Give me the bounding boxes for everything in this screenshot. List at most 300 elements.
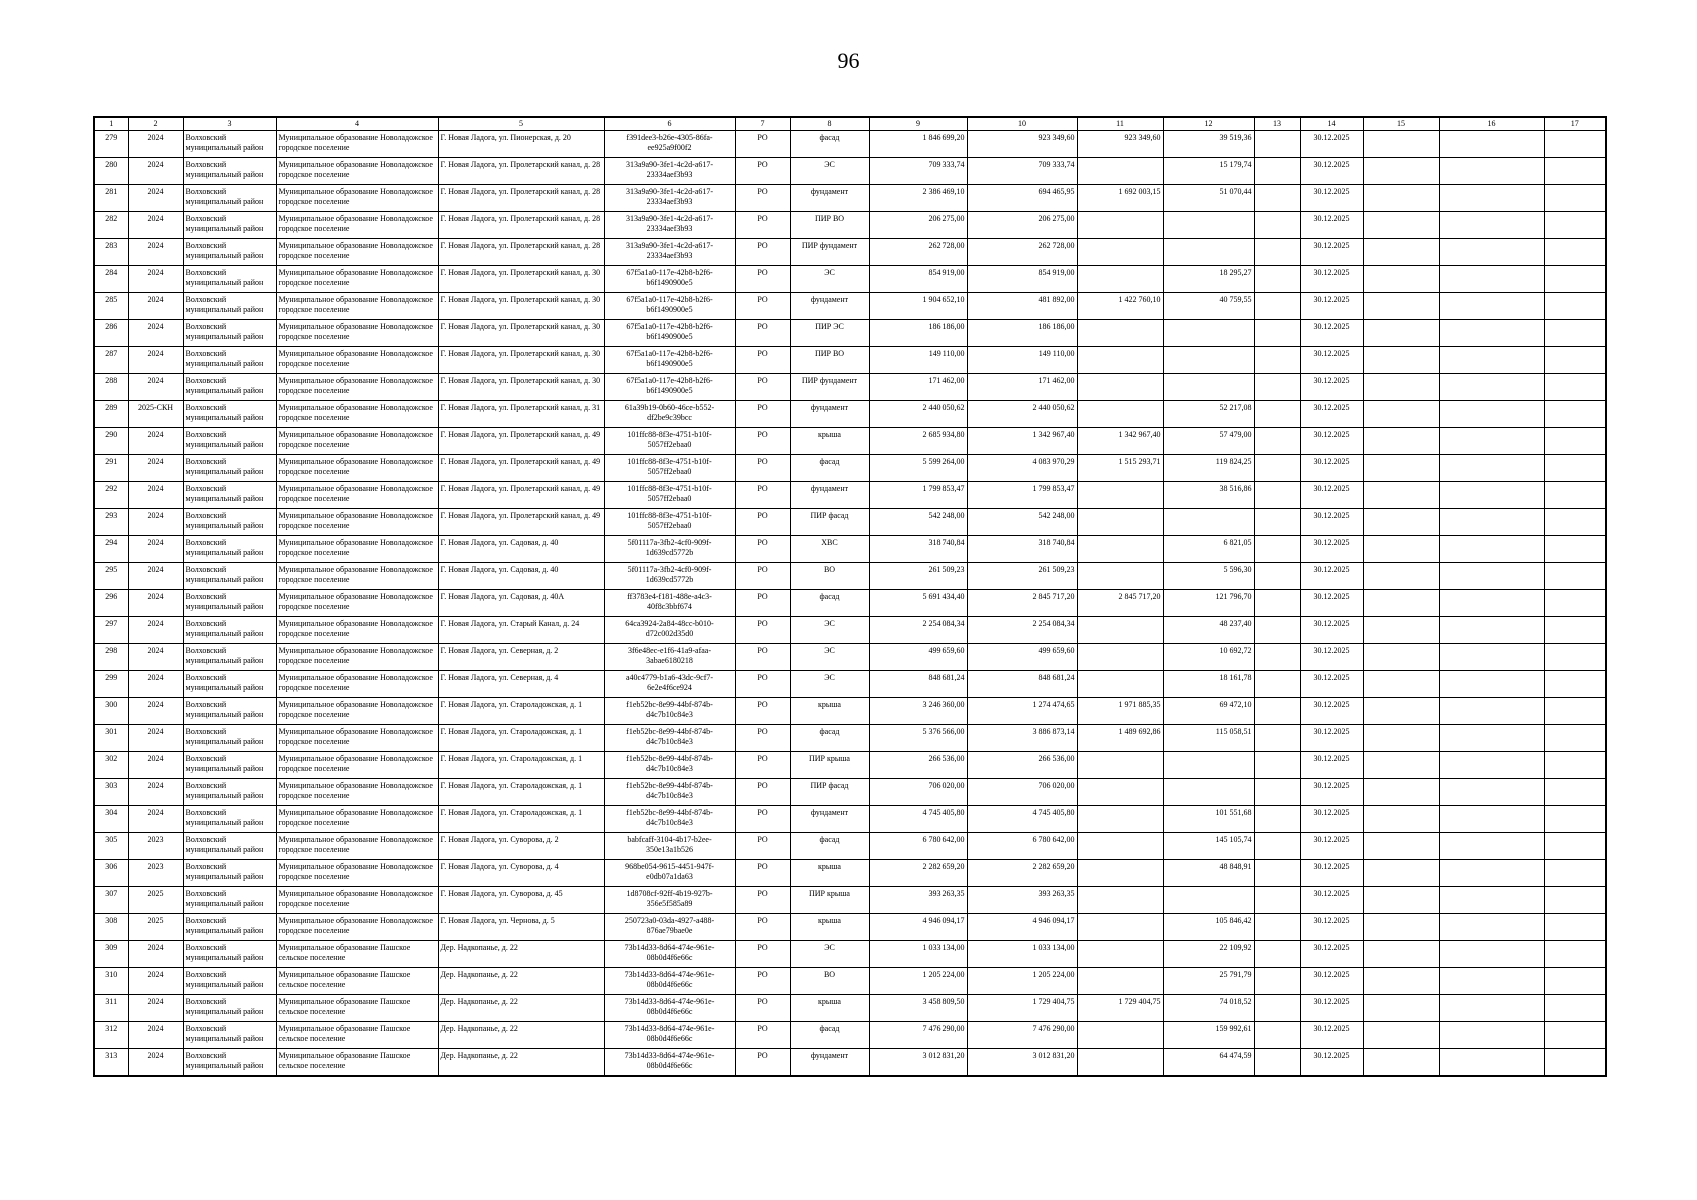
table-row <box>94 374 1606 401</box>
cell-cost-control: 105 846,42 <box>1163 914 1254 941</box>
cell-col-17 <box>1544 995 1606 1022</box>
cell-cost-other <box>1077 617 1163 644</box>
cell-col-17 <box>1544 320 1606 347</box>
cell-cost-fund: 318 740,84 <box>967 536 1077 563</box>
cell-deadline: 30.12.2025 <box>1300 995 1363 1022</box>
cell-municipality: Муниципальное образование Пашское сельское поселение <box>276 1022 438 1049</box>
cell-row-number: 299 <box>94 671 128 698</box>
cell-col-13 <box>1254 590 1300 617</box>
cell-work-type: ЭС <box>790 158 869 185</box>
cell-district: Волховский муниципальный район <box>183 293 276 320</box>
cell-program: РО <box>735 941 790 968</box>
cell-cost-fund: 2 254 084,34 <box>967 617 1077 644</box>
cell-total-cost: 393 263,35 <box>869 887 967 914</box>
cell-col-15 <box>1363 320 1439 347</box>
cell-cost-other: 1 489 692,86 <box>1077 725 1163 752</box>
cell-col-15 <box>1363 401 1439 428</box>
table-row <box>94 995 1606 1022</box>
cell-col-17 <box>1544 833 1606 860</box>
cell-cost-other <box>1077 158 1163 185</box>
cell-cost-other <box>1077 887 1163 914</box>
cell-cost-fund: 1 342 967,40 <box>967 428 1077 455</box>
cell-row-number: 300 <box>94 698 128 725</box>
cell-col-13 <box>1254 671 1300 698</box>
table-row <box>94 158 1606 185</box>
cell-work-type: фасад <box>790 131 869 158</box>
table-row <box>94 590 1606 617</box>
cell-house-guid: a40c4779-b1a6-43dc-9cf7-6e2e4f6ce924 <box>604 671 735 698</box>
cell-work-type: ПИР крыша <box>790 752 869 779</box>
cell-work-type: фасад <box>790 833 869 860</box>
cell-house-guid: 5f01117a-3fb2-4cf0-909f-1d639cd5772b <box>604 563 735 590</box>
cell-municipality: Муниципальное образование Новоладожское городское поселение <box>276 644 438 671</box>
cell-year: 2024 <box>128 509 183 536</box>
table-row <box>94 725 1606 752</box>
cell-work-type: фасад <box>790 590 869 617</box>
cell-col-13 <box>1254 698 1300 725</box>
cell-cost-fund: 393 263,35 <box>967 887 1077 914</box>
cell-deadline: 30.12.2025 <box>1300 293 1363 320</box>
cell-work-type: ВО <box>790 968 869 995</box>
cell-cost-control: 119 824,25 <box>1163 455 1254 482</box>
cell-total-cost: 706 020,00 <box>869 779 967 806</box>
cell-address: Дер. Надкопанье, д. 22 <box>438 941 604 968</box>
cell-address: Г. Новая Ладога, ул. Пролетарский канал, д. 49 <box>438 509 604 536</box>
cell-house-guid: 3f6e48ec-e1f6-41a9-afaa-3abae6180218 <box>604 644 735 671</box>
cell-address: Г. Новая Ладога, ул. Староладожская, д. 1 <box>438 806 604 833</box>
cell-program: РО <box>735 725 790 752</box>
cell-year: 2024 <box>128 347 183 374</box>
column-header-17: 17 <box>1544 117 1606 131</box>
cell-cost-control: 39 519,36 <box>1163 131 1254 158</box>
cell-cost-fund: 1 205 224,00 <box>967 968 1077 995</box>
cell-work-type: ЭС <box>790 671 869 698</box>
cell-col-16 <box>1439 563 1544 590</box>
cell-program: РО <box>735 968 790 995</box>
cell-year: 2024 <box>128 239 183 266</box>
cell-col-16 <box>1439 698 1544 725</box>
cell-col-16 <box>1439 644 1544 671</box>
cell-cost-other <box>1077 1049 1163 1076</box>
cell-col-16 <box>1439 671 1544 698</box>
cell-col-16 <box>1439 725 1544 752</box>
cell-deadline: 30.12.2025 <box>1300 887 1363 914</box>
cell-program: РО <box>735 293 790 320</box>
cell-cost-other <box>1077 212 1163 239</box>
cell-col-16 <box>1439 941 1544 968</box>
cell-municipality: Муниципальное образование Новоладожское городское поселение <box>276 563 438 590</box>
cell-col-16 <box>1439 239 1544 266</box>
cell-col-13 <box>1254 293 1300 320</box>
cell-district: Волховский муниципальный район <box>183 995 276 1022</box>
cell-district: Волховский муниципальный район <box>183 509 276 536</box>
column-header-5: 5 <box>438 117 604 131</box>
cell-cost-fund: 2 282 659,20 <box>967 860 1077 887</box>
cell-program: РО <box>735 374 790 401</box>
cell-total-cost: 3 458 809,50 <box>869 995 967 1022</box>
cell-col-16 <box>1439 779 1544 806</box>
cell-col-13 <box>1254 347 1300 374</box>
cell-year: 2024 <box>128 185 183 212</box>
cell-row-number: 284 <box>94 266 128 293</box>
cell-municipality: Муниципальное образование Новоладожское городское поселение <box>276 455 438 482</box>
cell-deadline: 30.12.2025 <box>1300 698 1363 725</box>
cell-municipality: Муниципальное образование Новоладожское городское поселение <box>276 401 438 428</box>
cell-district: Волховский муниципальный район <box>183 941 276 968</box>
cell-total-cost: 5 691 434,40 <box>869 590 967 617</box>
cell-col-17 <box>1544 914 1606 941</box>
cell-house-guid: 73b14d33-8d64-474e-961e-08b0d4f6e66c <box>604 941 735 968</box>
cell-total-cost: 171 462,00 <box>869 374 967 401</box>
cell-municipality: Муниципальное образование Пашское сельское поселение <box>276 995 438 1022</box>
cell-col-17 <box>1544 887 1606 914</box>
cell-col-15 <box>1363 131 1439 158</box>
cell-col-16 <box>1439 752 1544 779</box>
cell-program: РО <box>735 239 790 266</box>
cell-cost-control: 145 105,74 <box>1163 833 1254 860</box>
cell-row-number: 289 <box>94 401 128 428</box>
cell-row-number: 305 <box>94 833 128 860</box>
table-row <box>94 185 1606 212</box>
cell-municipality: Муниципальное образование Новоладожское городское поселение <box>276 185 438 212</box>
cell-row-number: 283 <box>94 239 128 266</box>
cell-row-number: 303 <box>94 779 128 806</box>
cell-cost-fund: 1 274 474,65 <box>967 698 1077 725</box>
cell-year: 2023 <box>128 833 183 860</box>
column-header-2: 2 <box>128 117 183 131</box>
cell-address: Г. Новая Ладога, ул. Пролетарский канал, д. 28 <box>438 185 604 212</box>
table-row <box>94 752 1606 779</box>
cell-address: Г. Новая Ладога, ул. Пролетарский канал, д. 30 <box>438 374 604 401</box>
cell-work-type: фундамент <box>790 401 869 428</box>
cell-address: Г. Новая Ладога, ул. Пролетарский канал, д. 30 <box>438 347 604 374</box>
cell-program: РО <box>735 1022 790 1049</box>
cell-work-type: фундамент <box>790 482 869 509</box>
cell-total-cost: 261 509,23 <box>869 563 967 590</box>
cell-total-cost: 4 745 405,80 <box>869 806 967 833</box>
cell-col-15 <box>1363 968 1439 995</box>
cell-col-17 <box>1544 725 1606 752</box>
cell-deadline: 30.12.2025 <box>1300 590 1363 617</box>
cell-program: РО <box>735 590 790 617</box>
cell-deadline: 30.12.2025 <box>1300 536 1363 563</box>
cell-address: Г. Новая Ладога, ул. Староладожская, д. 1 <box>438 779 604 806</box>
cell-col-16 <box>1439 833 1544 860</box>
cell-municipality: Муниципальное образование Новоладожское городское поселение <box>276 266 438 293</box>
cell-col-16 <box>1439 131 1544 158</box>
cell-col-17 <box>1544 1022 1606 1049</box>
cell-year: 2024 <box>128 779 183 806</box>
table-row <box>94 968 1606 995</box>
table-row <box>94 644 1606 671</box>
cell-col-15 <box>1363 185 1439 212</box>
cell-work-type: ВО <box>790 563 869 590</box>
cell-total-cost: 1 904 652,10 <box>869 293 967 320</box>
cell-address: Г. Новая Ладога, ул. Старый Канал, д. 24 <box>438 617 604 644</box>
cell-row-number: 295 <box>94 563 128 590</box>
cell-col-15 <box>1363 266 1439 293</box>
cell-cost-control <box>1163 239 1254 266</box>
cell-program: РО <box>735 212 790 239</box>
cell-house-guid: 313a9a90-3fe1-4c2d-a617-23334aef3b93 <box>604 239 735 266</box>
cell-col-17 <box>1544 644 1606 671</box>
cell-district: Волховский муниципальный район <box>183 1022 276 1049</box>
cell-col-16 <box>1439 212 1544 239</box>
cell-district: Волховский муниципальный район <box>183 968 276 995</box>
cell-house-guid: f391dee3-b26e-4305-86fa-ee925a9f00f2 <box>604 131 735 158</box>
cell-row-number: 292 <box>94 482 128 509</box>
cell-col-13 <box>1254 644 1300 671</box>
cell-col-15 <box>1363 563 1439 590</box>
cell-program: РО <box>735 158 790 185</box>
cell-cost-control: 51 070,44 <box>1163 185 1254 212</box>
cell-house-guid: 67f5a1a0-117e-42b8-b2f6-b6f1490900e5 <box>604 374 735 401</box>
cell-cost-fund: 261 509,23 <box>967 563 1077 590</box>
cell-row-number: 293 <box>94 509 128 536</box>
cell-year: 2023 <box>128 860 183 887</box>
cell-cost-fund: 149 110,00 <box>967 347 1077 374</box>
cell-col-17 <box>1544 428 1606 455</box>
cell-cost-control <box>1163 752 1254 779</box>
cell-year: 2024 <box>128 644 183 671</box>
cell-col-17 <box>1544 563 1606 590</box>
cell-deadline: 30.12.2025 <box>1300 752 1363 779</box>
cell-house-guid: 250723a0-03da-4927-a488-876ae79bae0e <box>604 914 735 941</box>
cell-municipality: Муниципальное образование Пашское сельское поселение <box>276 968 438 995</box>
cell-row-number: 286 <box>94 320 128 347</box>
cell-total-cost: 1 205 224,00 <box>869 968 967 995</box>
cell-house-guid: 73b14d33-8d64-474e-961e-08b0d4f6e66c <box>604 968 735 995</box>
table-row <box>94 1049 1606 1076</box>
cell-district: Волховский муниципальный район <box>183 266 276 293</box>
cell-house-guid: 73b14d33-8d64-474e-961e-08b0d4f6e66c <box>604 1022 735 1049</box>
cell-col-15 <box>1363 644 1439 671</box>
cell-district: Волховский муниципальный район <box>183 617 276 644</box>
cell-work-type: крыша <box>790 698 869 725</box>
cell-col-15 <box>1363 941 1439 968</box>
cell-col-15 <box>1363 347 1439 374</box>
cell-row-number: 290 <box>94 428 128 455</box>
cell-total-cost: 318 740,84 <box>869 536 967 563</box>
cell-cost-control: 121 796,70 <box>1163 590 1254 617</box>
cell-program: РО <box>735 995 790 1022</box>
cell-deadline: 30.12.2025 <box>1300 563 1363 590</box>
cell-work-type: ЭС <box>790 644 869 671</box>
column-header-10: 10 <box>967 117 1077 131</box>
cell-cost-control: 25 791,79 <box>1163 968 1254 995</box>
cell-col-15 <box>1363 212 1439 239</box>
cell-work-type: ПИР ЭС <box>790 320 869 347</box>
cell-address: Дер. Надкопанье, д. 22 <box>438 968 604 995</box>
cell-program: РО <box>735 833 790 860</box>
cell-year: 2024 <box>128 455 183 482</box>
cell-cost-control: 5 596,30 <box>1163 563 1254 590</box>
cell-deadline: 30.12.2025 <box>1300 860 1363 887</box>
cell-cost-fund: 171 462,00 <box>967 374 1077 401</box>
cell-total-cost: 6 780 642,00 <box>869 833 967 860</box>
cell-cost-fund: 2 845 717,20 <box>967 590 1077 617</box>
cell-year: 2024 <box>128 590 183 617</box>
cell-cost-control: 74 018,52 <box>1163 995 1254 1022</box>
cell-total-cost: 206 275,00 <box>869 212 967 239</box>
cell-total-cost: 3 012 831,20 <box>869 1049 967 1076</box>
cell-deadline: 30.12.2025 <box>1300 833 1363 860</box>
cell-program: РО <box>735 617 790 644</box>
cell-cost-control <box>1163 509 1254 536</box>
cell-cost-fund: 266 536,00 <box>967 752 1077 779</box>
cell-cost-control: 38 516,86 <box>1163 482 1254 509</box>
cell-col-13 <box>1254 482 1300 509</box>
cell-col-17 <box>1544 401 1606 428</box>
cell-cost-other <box>1077 941 1163 968</box>
cell-col-13 <box>1254 1022 1300 1049</box>
cell-address: Г. Новая Ладога, ул. Пролетарский канал, д. 49 <box>438 428 604 455</box>
cell-col-15 <box>1363 509 1439 536</box>
cell-municipality: Муниципальное образование Новоладожское городское поселение <box>276 374 438 401</box>
cell-col-16 <box>1439 887 1544 914</box>
cell-col-17 <box>1544 455 1606 482</box>
cell-cost-fund: 1 729 404,75 <box>967 995 1077 1022</box>
cell-work-type: крыша <box>790 860 869 887</box>
cell-year: 2024 <box>128 320 183 347</box>
cell-work-type: ПИР фундамент <box>790 239 869 266</box>
cell-cost-other <box>1077 833 1163 860</box>
cell-year: 2024 <box>128 212 183 239</box>
cell-municipality: Муниципальное образование Новоладожское городское поселение <box>276 320 438 347</box>
cell-col-16 <box>1439 320 1544 347</box>
cell-cost-control <box>1163 887 1254 914</box>
cell-program: РО <box>735 482 790 509</box>
table-row <box>94 428 1606 455</box>
cell-work-type: крыша <box>790 995 869 1022</box>
cell-col-15 <box>1363 482 1439 509</box>
cell-district: Волховский муниципальный район <box>183 185 276 212</box>
cell-house-guid: 67f5a1a0-117e-42b8-b2f6-b6f1490900e5 <box>604 347 735 374</box>
cell-col-13 <box>1254 752 1300 779</box>
cell-col-13 <box>1254 266 1300 293</box>
cell-col-16 <box>1439 428 1544 455</box>
cell-col-17 <box>1544 293 1606 320</box>
cell-cost-fund: 4 946 094,17 <box>967 914 1077 941</box>
cell-row-number: 297 <box>94 617 128 644</box>
cell-cost-other <box>1077 752 1163 779</box>
cell-col-15 <box>1363 995 1439 1022</box>
cell-col-13 <box>1254 509 1300 536</box>
cell-col-17 <box>1544 941 1606 968</box>
cell-program: РО <box>735 698 790 725</box>
cell-col-17 <box>1544 860 1606 887</box>
cell-deadline: 30.12.2025 <box>1300 941 1363 968</box>
cell-col-13 <box>1254 401 1300 428</box>
table-row <box>94 293 1606 320</box>
cell-cost-other <box>1077 401 1163 428</box>
cell-cost-fund: 1 033 134,00 <box>967 941 1077 968</box>
cell-cost-fund: 4 083 970,29 <box>967 455 1077 482</box>
cell-col-13 <box>1254 941 1300 968</box>
cell-program: РО <box>735 455 790 482</box>
cell-deadline: 30.12.2025 <box>1300 509 1363 536</box>
cell-cost-other: 1 342 967,40 <box>1077 428 1163 455</box>
cell-house-guid: 73b14d33-8d64-474e-961e-08b0d4f6e66c <box>604 1049 735 1076</box>
cell-col-15 <box>1363 239 1439 266</box>
cell-cost-other: 923 349,60 <box>1077 131 1163 158</box>
cell-program: РО <box>735 266 790 293</box>
cell-deadline: 30.12.2025 <box>1300 131 1363 158</box>
cell-col-15 <box>1363 914 1439 941</box>
cell-cost-control: 48 848,91 <box>1163 860 1254 887</box>
cell-year: 2024 <box>128 968 183 995</box>
cell-total-cost: 262 728,00 <box>869 239 967 266</box>
cell-program: РО <box>735 563 790 590</box>
cell-col-17 <box>1544 779 1606 806</box>
cell-total-cost: 266 536,00 <box>869 752 967 779</box>
cell-row-number: 291 <box>94 455 128 482</box>
cell-col-13 <box>1254 617 1300 644</box>
cell-col-17 <box>1544 617 1606 644</box>
cell-col-16 <box>1439 536 1544 563</box>
cell-col-15 <box>1363 536 1439 563</box>
cell-col-17 <box>1544 347 1606 374</box>
cell-cost-other <box>1077 482 1163 509</box>
cell-col-15 <box>1363 671 1439 698</box>
cell-cost-other <box>1077 806 1163 833</box>
cell-address: Г. Новая Ладога, ул. Пионерская, д. 20 <box>438 131 604 158</box>
cell-row-number: 301 <box>94 725 128 752</box>
cell-total-cost: 1 033 134,00 <box>869 941 967 968</box>
cell-house-guid: 101ffc88-8f3e-4751-b10f-5057ff2ebaa0 <box>604 509 735 536</box>
cell-cost-other <box>1077 914 1163 941</box>
cell-cost-control <box>1163 347 1254 374</box>
cell-municipality: Муниципальное образование Новоладожское городское поселение <box>276 428 438 455</box>
cell-cost-fund: 848 681,24 <box>967 671 1077 698</box>
cell-program: РО <box>735 428 790 455</box>
cell-row-number: 309 <box>94 941 128 968</box>
cell-col-16 <box>1439 995 1544 1022</box>
cell-col-13 <box>1254 779 1300 806</box>
cell-row-number: 304 <box>94 806 128 833</box>
cell-district: Волховский муниципальный район <box>183 671 276 698</box>
cell-district: Волховский муниципальный район <box>183 698 276 725</box>
cell-col-17 <box>1544 374 1606 401</box>
cell-program: РО <box>735 401 790 428</box>
cell-program: РО <box>735 536 790 563</box>
cell-cost-fund: 499 659,60 <box>967 644 1077 671</box>
cell-district: Волховский муниципальный район <box>183 833 276 860</box>
cell-address: Г. Новая Ладога, ул. Пролетарский канал, д. 49 <box>438 482 604 509</box>
cell-year: 2024 <box>128 374 183 401</box>
cell-total-cost: 848 681,24 <box>869 671 967 698</box>
table-row <box>94 212 1606 239</box>
cell-total-cost: 4 946 094,17 <box>869 914 967 941</box>
cell-cost-fund: 1 799 853,47 <box>967 482 1077 509</box>
column-header-13: 13 <box>1254 117 1300 131</box>
cell-municipality: Муниципальное образование Пашское сельское поселение <box>276 941 438 968</box>
column-header-7: 7 <box>735 117 790 131</box>
cell-col-15 <box>1363 779 1439 806</box>
cell-house-guid: 101ffc88-8f3e-4751-b10f-5057ff2ebaa0 <box>604 428 735 455</box>
cell-house-guid: 64ca3924-2a84-48cc-b010-d72c002d35d0 <box>604 617 735 644</box>
cell-municipality: Муниципальное образование Новоладожское городское поселение <box>276 158 438 185</box>
cell-municipality: Муниципальное образование Новоладожское городское поселение <box>276 482 438 509</box>
cell-col-15 <box>1363 833 1439 860</box>
cell-row-number: 302 <box>94 752 128 779</box>
cell-municipality: Муниципальное образование Новоладожское городское поселение <box>276 293 438 320</box>
cell-district: Волховский муниципальный район <box>183 158 276 185</box>
cell-cost-fund: 854 919,00 <box>967 266 1077 293</box>
table-row <box>94 617 1606 644</box>
cell-cost-control: 15 179,74 <box>1163 158 1254 185</box>
cell-row-number: 281 <box>94 185 128 212</box>
